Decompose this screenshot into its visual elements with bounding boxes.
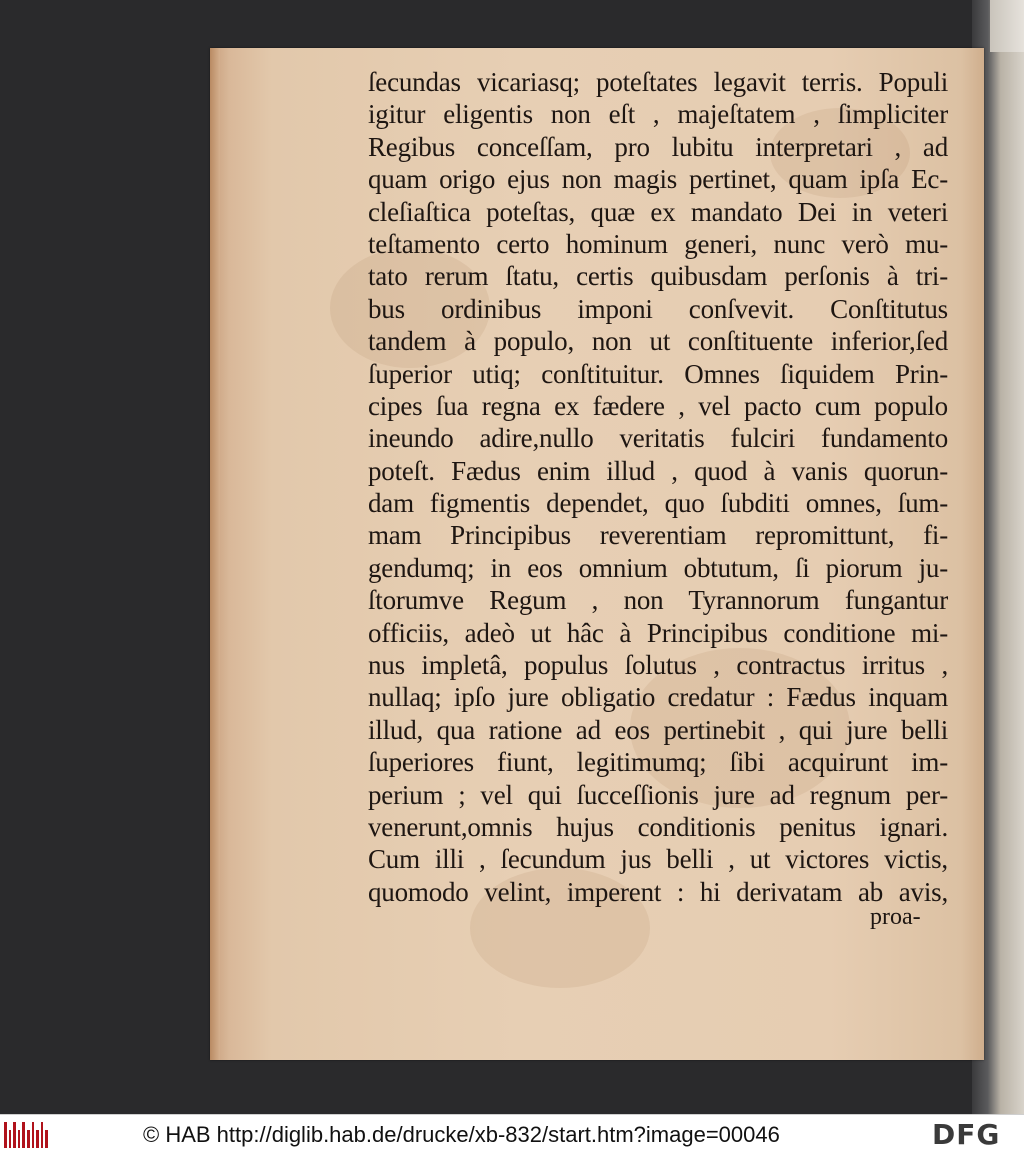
hab-barcode-logo-icon[interactable] <box>4 1122 48 1148</box>
footer-bar <box>0 1114 1024 1155</box>
text-line: perium ; vel qui ſucceſſionis jure ad regnum per- <box>368 779 948 810</box>
text-line: gendumq; in eos omnium obtutum, ſi piorum ju- <box>368 552 948 583</box>
text-line: venerunt,omnis hujus conditionis penitus ignari. <box>368 811 948 842</box>
text-line: quomodo velint, imperent : hi derivatam ab avis, <box>368 876 948 907</box>
text-line: Regibus conceſſam, pro lubitu interpretari , ad <box>368 131 948 162</box>
text-line: officiis, adeò ut hâc à Principibus conditione mi- <box>368 617 948 648</box>
text-line: igitur eligentis non eſt , majeſtatem , ſimpliciter <box>368 99 948 130</box>
page-text <box>368 66 948 908</box>
text-line: ſtorumve Regum , non Tyrannorum fungantur <box>368 585 948 616</box>
text-line: teſtamento certo hominum generi, nunc verò mu- <box>368 228 948 259</box>
text-line: illud, qua ratione ad eos pertinebit , qui jure belli <box>368 714 948 745</box>
text-line: bus ordinibus imponi conſvevit. Conſtitutus <box>368 293 948 324</box>
text-line: tandem à populo, non ut conſtituente inferior,ſed <box>368 326 948 357</box>
copyright-url-text[interactable]: © HAB http://diglib.hab.de/drucke/xb-832/start.htm?image=00046 <box>143 1122 780 1147</box>
text-line: ſuperior utiq; conſtituitur. Omnes ſiquidem Prin- <box>368 358 948 389</box>
text-line: ineundo adire,nullo veritatis fulciri fundamento <box>368 423 948 454</box>
text-line: Cum illi , ſecundum jus belli , ut victores victis, <box>368 844 948 875</box>
text-line: nullaq; ipſo jure obligatio credatur : Fædus inquam <box>368 682 948 713</box>
text-line: ſecundas vicariasq; poteſtates legavit terris. Populi <box>368 67 948 97</box>
dfg-logo[interactable]: DFG <box>932 1118 1001 1151</box>
text-line: cleſiaſtica poteſtas, quæ ex mandato Dei in veteri <box>368 196 948 227</box>
text-line: tato rerum ſtatu, certis quibusdam perſonis à tri- <box>368 261 948 292</box>
text-line: dam figmentis dependet, quo ſubditi omnes, ſum- <box>368 488 948 519</box>
text-line: quam origo ejus non magis pertinet, quam ipſa Ec- <box>368 164 948 195</box>
text-line: ſuperiores fiunt, legitimumq; ſibi acquirunt im- <box>368 747 948 778</box>
text-line: nus impletâ, populus ſolutus , contractus irritus , <box>368 650 948 681</box>
text-line: cipes ſua regna ex fædere , vel pacto cum populo <box>368 390 948 421</box>
text-line: mam Principibus reverentiam repromittunt, fi- <box>368 520 948 551</box>
catchword: proa- <box>870 904 921 930</box>
text-line: poteſt. Fædus enim illud , quod à vanis quorun- <box>368 455 948 486</box>
